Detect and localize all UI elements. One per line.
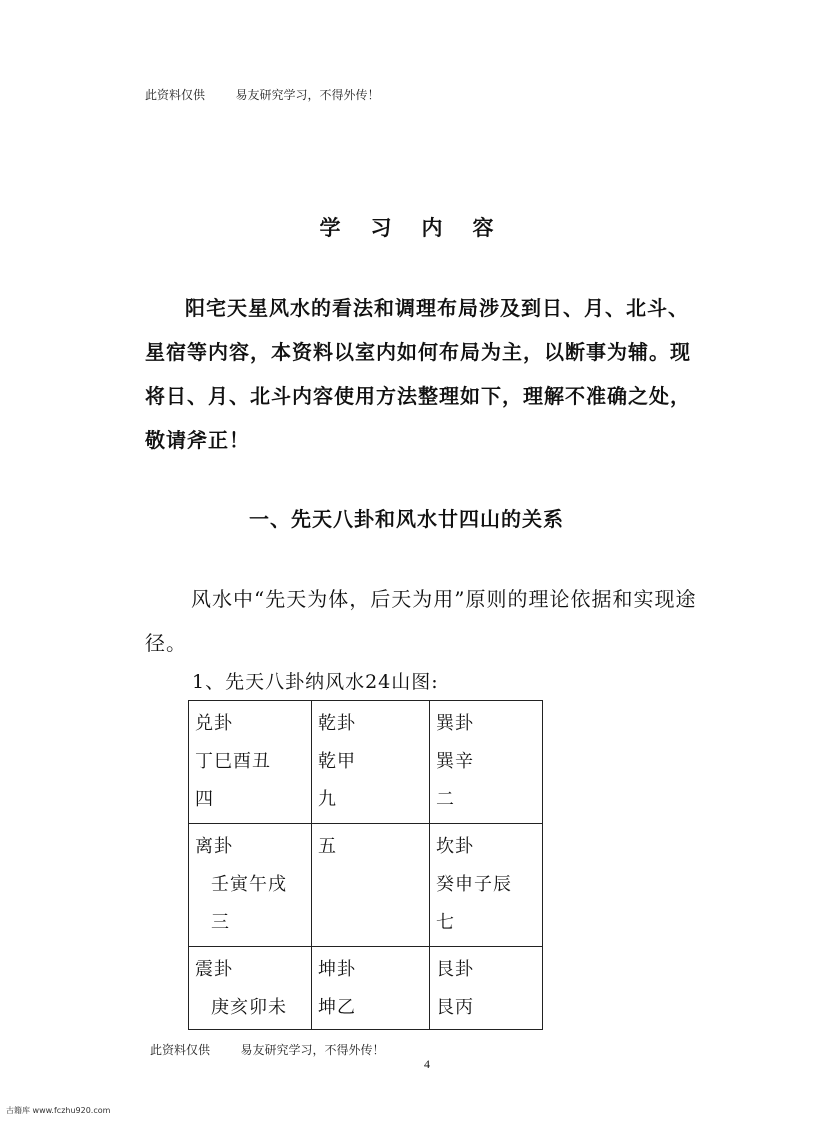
gua-name: 坎卦 [436, 836, 474, 857]
table-cell-center [312, 824, 430, 947]
table-cell-zhen [189, 947, 312, 1030]
table-cell-dui [189, 701, 312, 824]
center-number: 五 [318, 836, 337, 857]
gua-number: 九 [318, 789, 337, 810]
table-row [189, 824, 543, 947]
mountains: 艮丙 [436, 997, 474, 1018]
page-title: 学习内容 [319, 215, 524, 240]
header-note: 此资料仅供 易友研究学习，不得外传！ [145, 88, 380, 102]
gua-number: 七 [436, 912, 455, 933]
page-number: 4 [424, 1057, 430, 1071]
gua-name: 巽卦 [436, 713, 474, 734]
bagua-24-mountains-table [188, 700, 543, 1030]
gua-name: 艮卦 [436, 959, 474, 980]
intro-paragraph: 阳宅天星风水的看法和调理布局涉及到日、月、北斗、星宿等内容，本资料以室内如何布局为主，以断事为辅。现将日、月、北斗内容使用方法整理如下，理解不准确之处，敬请斧正！ [145, 296, 691, 452]
table-cell-xun [430, 701, 543, 824]
table-cell-qian [312, 701, 430, 824]
mountains: 壬寅午戌 [211, 874, 287, 895]
mountains: 丁巳酉丑 [195, 751, 271, 772]
table-row [189, 947, 543, 1030]
gua-name: 离卦 [195, 836, 233, 857]
mountains: 巽辛 [436, 751, 474, 772]
table-cell-gen [430, 947, 543, 1030]
gua-name: 坤卦 [318, 959, 356, 980]
mountains: 庚亥卯未 [211, 997, 287, 1018]
gua-name: 兑卦 [195, 713, 233, 734]
gua-name: 震卦 [195, 959, 233, 980]
mountains: 乾甲 [318, 751, 356, 772]
section-heading: 一、先天八卦和风水廿四山的关系 [249, 507, 564, 531]
table-row [189, 701, 543, 824]
table-cell-kun [312, 947, 430, 1030]
gua-name: 乾卦 [318, 713, 356, 734]
mountains: 坤乙 [318, 997, 356, 1018]
watermark: 古籍库 www.fczhu920.com [6, 1106, 111, 1115]
figure-caption: 1、先天八卦纳风水24山图: [192, 671, 439, 693]
footer-note: 此资料仅供 易友研究学习，不得外传！ [150, 1043, 385, 1057]
gua-number: 四 [195, 789, 214, 810]
table-cell-kan [430, 824, 543, 947]
mountains: 癸申子辰 [436, 874, 512, 895]
table-cell-li [189, 824, 312, 947]
gua-number: 二 [436, 789, 455, 810]
body-paragraph: 风水中“先天为体，后天为用”原则的理论依据和实现途径。 [145, 587, 697, 655]
gua-number: 三 [211, 912, 230, 933]
